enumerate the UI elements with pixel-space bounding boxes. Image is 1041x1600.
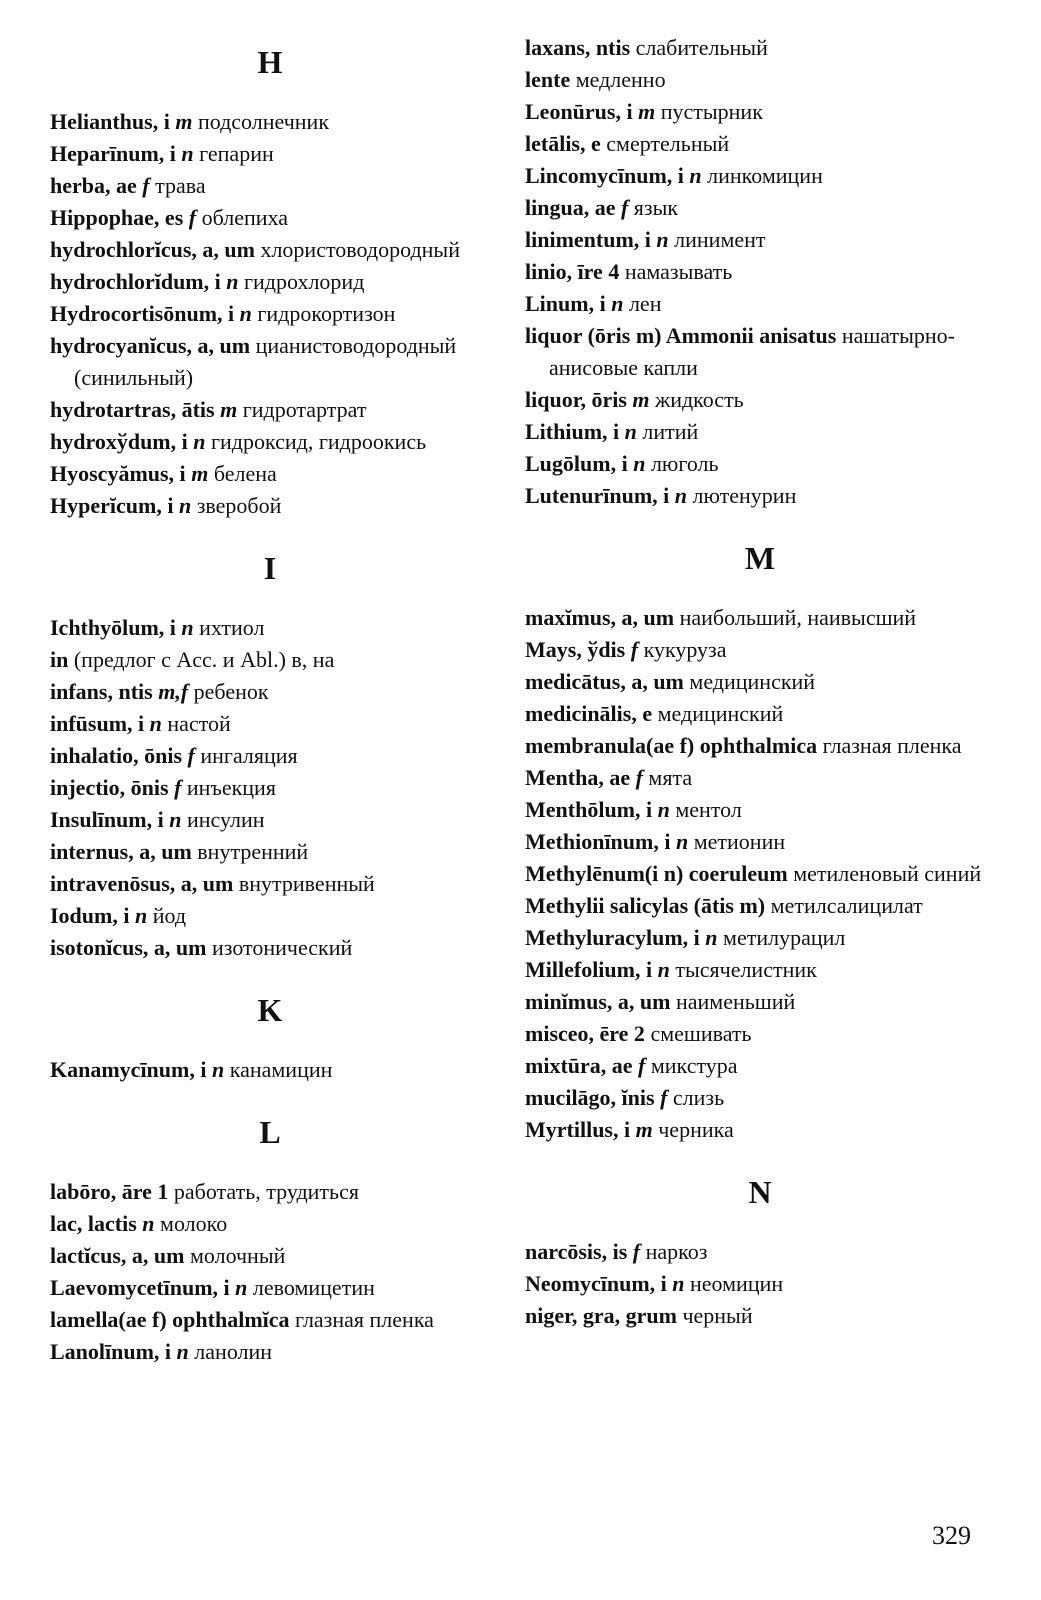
dictionary-entry [525,1050,995,1082]
entry-headword: hydrotartras, ātis [50,397,215,422]
entry-headword: Helianthus, i [50,109,170,134]
dictionary-entry [50,1304,490,1336]
dictionary-entry [525,416,995,448]
dictionary-entry [525,794,995,826]
entry-headword: Iodum, i [50,903,130,928]
dictionary-entry [525,448,995,480]
entry-translation: внутривенный [238,871,375,896]
dictionary-entry [525,698,995,730]
dictionary-entry [50,490,490,522]
entry-gender: f [632,1239,641,1264]
entry-gender: f [660,1085,668,1110]
entry-translation: черный [682,1303,753,1328]
dictionary-entry [525,730,995,762]
entry-translation: глазная пленка [822,733,962,758]
entry-translation: молочный [189,1243,286,1268]
entry-headword: letālis, e [525,131,601,156]
right-column [525,32,995,1358]
dictionary-entry [525,826,995,858]
dictionary-entry [525,320,995,384]
entry-gender: n [235,1275,248,1300]
entry-translation: тысячелистник [675,957,817,982]
dictionary-entry [525,858,995,890]
entry-headword: Leonūrus, i [525,99,633,124]
dictionary-entry [50,394,490,426]
entry-headword: Kanamycīnum, i [50,1057,207,1082]
entry-translation: медленно [575,67,666,92]
dictionary-entry [525,480,995,512]
dictionary-entry [525,666,995,698]
entry-translation: ребенок [193,679,269,704]
entry-translation: метилсалицилат [770,893,923,918]
entry-headword: lac, lactis [50,1211,137,1236]
dictionary-entry [525,890,995,922]
entry-headword: Heparīnum, i [50,141,176,166]
entry-headword: liquor, ōris [525,387,627,412]
page-number: 329 [932,1521,971,1550]
entry-headword: labōro, āre 1 [50,1179,169,1204]
entry-translation: наибольший, наивысший [679,605,917,630]
entry-headword: medicātus, a, um [525,669,684,694]
entry-gender: n [193,429,206,454]
entry-headword: minĭmus, a, um [525,989,671,1014]
entry-translation: хлористоводородный [260,237,460,262]
entry-headword: Hippophae, es [50,205,184,230]
dictionary-entry [525,288,995,320]
dictionary-entry [525,1082,995,1114]
section-letter-heading: H [257,44,283,80]
dictionary-entry [50,1240,490,1272]
entry-headword: Myrtillus, i [525,1117,631,1142]
entry-translation: гидротартрат [242,397,367,422]
dictionary-entry [525,96,995,128]
entry-headword: laxans, ntis [525,35,631,60]
entry-translation: зверобой [196,493,282,518]
dictionary-entry [50,1054,490,1086]
entry-gender: m [632,387,650,412]
dictionary-entry [525,922,995,954]
dictionary-entry [50,1272,490,1304]
entry-headword: Ichthyōlum, i [50,615,176,640]
entry-headword: hydrochlorĭdum, i [50,269,221,294]
entry-translation: слабительный [635,35,768,60]
entry-translation: ментол [675,797,742,822]
entry-translation: работать, трудиться [173,1179,359,1204]
entry-headword: Mentha, ae [525,765,631,790]
dictionary-entry [525,1114,995,1146]
entry-gender: n [178,493,192,518]
entry-gender: n [239,301,252,326]
entry-headword: lactĭcus, a, um [50,1243,185,1268]
entry-gender: n [657,797,670,822]
entry-gender: m,f [158,679,189,704]
entry-translation: внутренний [197,839,309,864]
entry-translation: молоко [160,1211,228,1236]
dictionary-section [50,1112,490,1368]
dictionary-entry [525,256,995,288]
dictionary-section [50,990,490,1086]
entry-gender: n [672,1271,685,1296]
entry-translation: люголь [650,451,719,476]
dictionary-entry [50,1208,490,1240]
entry-translation: слизь [672,1085,725,1110]
entry-translation: неомицин [690,1271,784,1296]
dictionary-entry [50,772,490,804]
dictionary-entry [525,762,995,794]
entry-translation: облепиха [201,205,289,230]
entry-translation: подсолнечник [197,109,330,134]
entry-translation: мята [648,765,693,790]
entry-translation: линкомицин [707,163,823,188]
entry-translation: ихтиол [199,615,265,640]
entry-headword: intravenōsus, a, um [50,871,234,896]
entry-headword: maxĭmus, a, um [525,605,675,630]
entry-gender: n [169,807,182,832]
entry-gender: f [635,765,643,790]
dictionary-entry [525,634,995,666]
section-letter-heading: I [263,550,277,586]
entry-headword: in [50,647,69,672]
entry-translation: инсулин [186,807,265,832]
entry-gender: f [620,195,629,220]
entry-gender: n [657,957,670,982]
entry-headword: hydrochlorĭcus, a, um [50,237,255,262]
entry-headword: lamella(ae f) ophthalmĭca [50,1307,290,1332]
entry-headword: membranula(ae f) ophthalmica [525,733,818,758]
dictionary-entry [525,128,995,160]
entry-translation: наркоз [645,1239,708,1264]
entry-headword: Methylii salicylas (ātis m) [525,893,766,918]
entry-translation: нашатырно-анисовые капли [549,323,955,380]
entry-translation: метионин [693,829,786,854]
entry-headword: linio, īre 4 [525,259,620,284]
entry-gender: n [689,163,702,188]
entry-headword: hydroxўdum, i [50,429,188,454]
entry-translation: йод [152,903,187,928]
entry-headword: isotonĭcus, a, um [50,935,207,960]
entry-gender: f [187,743,195,768]
entry-gender: n [181,141,194,166]
entry-headword: Menthōlum, i [525,797,653,822]
entry-translation: смешивать [650,1021,752,1046]
dictionary-entry [525,1300,995,1332]
dictionary-entry [50,868,490,900]
dictionary-section [50,42,490,522]
entry-headword: infūsum, i [50,711,145,736]
dictionary-entry [50,708,490,740]
dictionary-entry [50,932,490,964]
entry-gender: n [633,451,646,476]
dictionary-entry [525,384,995,416]
entry-gender: f [174,775,182,800]
entry-headword: Insulīnum, i [50,807,164,832]
entry-gender: n [134,903,148,928]
dictionary-entry [50,804,490,836]
dictionary-entry [525,160,995,192]
entry-headword: infans, ntis [50,679,153,704]
entry-headword: linimentum, i [525,227,651,252]
dictionary-entry [50,900,490,932]
entry-translation: метилурацил [723,925,846,950]
entry-headword: herba, ae [50,173,137,198]
entry-headword: niger, gra, grum [525,1303,677,1328]
entry-translation: лен [628,291,662,316]
dictionary-entry [525,954,995,986]
dictionary-entry [50,740,490,772]
entry-translation: наименьший [675,989,796,1014]
entry-headword: Methionīnum, i [525,829,671,854]
entry-headword: narcōsis, is [525,1239,628,1264]
dictionary-entry [525,64,995,96]
dictionary-entry [50,202,490,234]
entry-translation: настой [167,711,231,736]
section-letter-heading: N [748,1174,772,1210]
entry-translation: гепарин [199,141,274,166]
dictionary-entry [50,138,490,170]
dictionary-section [525,32,995,512]
dictionary-entry [525,32,995,64]
entry-translation: смертельный [606,131,730,156]
entry-translation: пустырник [660,99,763,124]
dictionary-entry [50,234,490,266]
entry-headword: Methylēnum(i n) coeruleum [525,861,788,886]
dictionary-entry [525,986,995,1018]
entry-gender: f [630,637,639,662]
entry-translation: микстура [650,1053,738,1078]
dictionary-section [525,1172,995,1332]
entry-gender: m [220,397,238,422]
entry-gender: n [656,227,669,252]
entry-headword: Hyoscyămus, i [50,461,186,486]
entry-translation: лютенурин [692,483,797,508]
dictionary-entry [50,458,490,490]
entry-headword: misceo, ēre 2 [525,1021,645,1046]
entry-headword: Mays, ўdis [525,637,626,662]
entry-gender: f [638,1053,646,1078]
entry-translation: кукуруза [643,637,727,662]
entry-headword: Lutenurīnum, i [525,483,670,508]
dictionary-entry [525,192,995,224]
entry-translation: гидрохлорид [244,269,365,294]
entry-translation: линимент [674,227,766,252]
dictionary-section [50,548,490,964]
left-column [50,32,490,1394]
entry-gender: n [705,925,718,950]
entry-translation: медицинский [689,669,816,694]
entry-headword: mucilāgo, ĭnis [525,1085,655,1110]
dictionary-entry [525,1268,995,1300]
dictionary-entry [50,1176,490,1208]
section-letter-heading: M [744,540,776,576]
entry-headword: Lanolīnum, i [50,1339,172,1364]
entry-headword: Neomycīnum, i [525,1271,667,1296]
entry-translation: язык [633,195,679,220]
entry-headword: liquor (ōris m) Ammonii anisatus [525,323,837,348]
entry-gender: n [611,291,624,316]
entry-translation: медицинский [657,701,784,726]
entry-translation: изотонический [211,935,353,960]
entry-gender: m [175,109,193,134]
entry-translation: гидрокортизон [257,301,396,326]
entry-translation: трава [155,173,206,198]
entry-headword: Lithium, i [525,419,620,444]
entry-translation: цианистоводородный (синильный) [74,333,457,390]
entry-gender: n [181,615,194,640]
dictionary-entry [50,676,490,708]
entry-headword: Methyluracylum, i [525,925,700,950]
entry-headword: inhalatio, ōnis [50,743,183,768]
entry-gender: n [211,1057,225,1082]
entry-translation: гидроксид, гидроокись [211,429,427,454]
entry-translation: черника [658,1117,734,1142]
entry-headword: Linum, i [525,291,606,316]
entry-gender: n [675,829,689,854]
entry-gender: n [226,269,239,294]
entry-headword: Millefolium, i [525,957,653,982]
entry-headword: medicinālis, e [525,701,653,726]
dictionary-entry [50,298,490,330]
entry-gender: n [624,419,637,444]
entry-headword: internus, a, um [50,839,192,864]
entry-headword: mixtūra, ae [525,1053,633,1078]
entry-translation: литий [642,419,699,444]
entry-gender: n [176,1339,189,1364]
entry-translation: метиленовый синий [793,861,982,886]
dictionary-section [525,538,995,1146]
dictionary-entry [525,602,995,634]
entry-headword: Hyperĭcum, i [50,493,174,518]
entry-translation: ингаляция [200,743,298,768]
entry-headword: Lincomycīnum, i [525,163,684,188]
entry-translation: инъекция [186,775,276,800]
entry-headword: Lugōlum, i [525,451,628,476]
entry-gender: m [191,461,209,486]
entry-translation: намазывать [624,259,733,284]
entry-headword: Hydrocortisōnum, i [50,301,235,326]
entry-gender: f [142,173,150,198]
dictionary-entry [50,426,490,458]
entry-gender: n [142,1211,155,1236]
entry-translation: (предлог с Acc. и Abl.) в, на [73,647,335,672]
entry-headword: Laevomycetīnum, i [50,1275,230,1300]
entry-translation: левомицетин [252,1275,375,1300]
entry-gender: m [635,1117,653,1142]
entry-gender: m [638,99,656,124]
entry-headword: lingua, ae [525,195,616,220]
entry-translation: белена [213,461,277,486]
entry-headword: injectio, ōnis [50,775,169,800]
dictionary-entry [50,170,490,202]
entry-gender: n [149,711,162,736]
section-letter-heading: K [257,992,283,1028]
dictionary-entry [50,106,490,138]
entry-gender: n [674,483,688,508]
dictionary-entry [525,224,995,256]
entry-translation: канамицин [229,1057,333,1082]
section-letter-heading: L [259,1114,281,1150]
entry-translation: ланолин [194,1339,273,1364]
dictionary-entry [50,612,490,644]
dictionary-entry [50,644,490,676]
dictionary-entry [50,266,490,298]
entry-translation: жидкость [655,387,744,412]
dictionary-entry [50,836,490,868]
entry-headword: hydrocyanĭcus, a, um [50,333,251,358]
dictionary-entry [50,330,490,394]
entry-translation: глазная пленка [295,1307,434,1332]
entry-gender: f [188,205,197,230]
dictionary-entry [525,1236,995,1268]
entry-headword: lente [525,67,571,92]
dictionary-entry [525,1018,995,1050]
dictionary-entry [50,1336,490,1368]
